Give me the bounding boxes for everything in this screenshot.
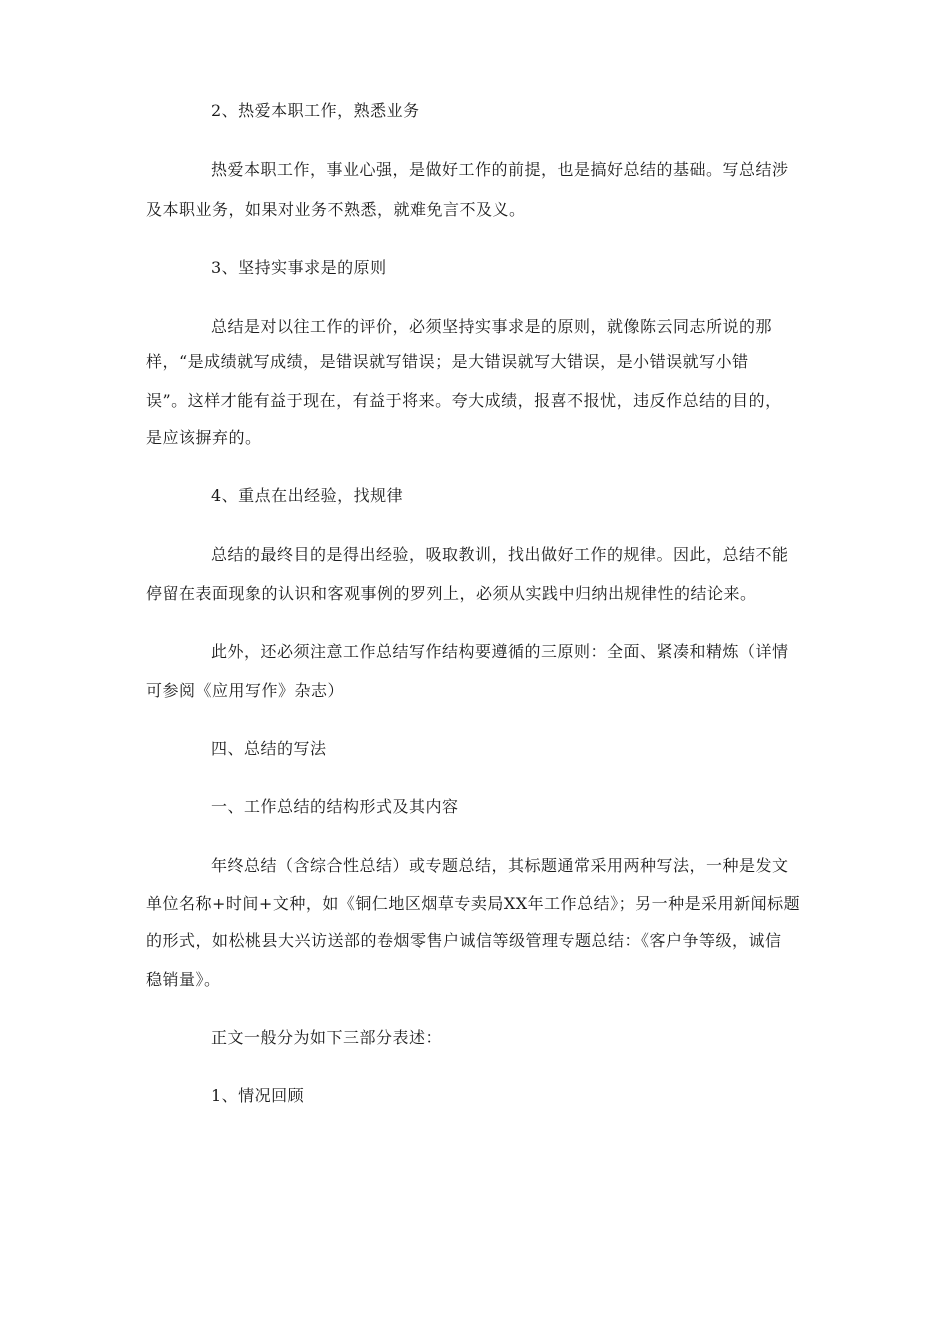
paragraph-line: 稳销量》。 [146,970,221,989]
paragraph-line: 热爱本职工作，事业心强，是做好工作的前提，也是搞好总结的基础。写总结涉 [211,160,789,179]
list-item-review: 1、情况回顾 [211,1086,305,1105]
paragraph-line: 总结是对以往工作的评价，必须坚持实事求是的原则，就像陈云同志所说的那 [211,317,773,336]
paragraph-line: 是应该摒弃的。 [146,428,262,447]
heading-love-work: 2、热爱本职工作，熟悉业务 [211,101,420,120]
section-heading-writing: 四、总结的写法 [211,739,327,758]
paragraph-line: 单位名称+时间+文种，如《铜仁地区烟草专卖局XX年工作总结》；另一种是采用新闻标题 [146,894,801,913]
heading-experience-rules: 4、重点在出经验，找规律 [211,486,404,505]
paragraph-line: 此外，还必须注意工作总结写作结构要遵循的三原则：全面、紧凑和精炼（详情 [211,642,789,661]
paragraph-line: 及本职业务，如果对业务不熟悉，就难免言不及义。 [146,200,526,219]
paragraph-line: 总结的最终目的是得出经验，吸取教训，找出做好工作的规律。因此，总结不能 [211,545,789,564]
heading-fact-principle: 3、坚持实事求是的原则 [211,258,387,277]
sub-heading-structure: 一、工作总结的结构形式及其内容 [211,797,459,816]
paragraph-line: 停留在表面现象的认识和客观事例的罗列上，必须从实践中归纳出规律性的结论来。 [146,584,757,603]
paragraph-line: 的形式，如松桃县大兴访送部的卷烟零售户诚信等级管理专题总结：《客户争等级，诚信 [146,931,782,950]
paragraph-line: 样，“是成绩就写成绩，是错误就写错误；是大错误就写大错误，是小错误就写小错 [146,352,749,371]
paragraph-line: 可参阅《应用写作》杂志） [146,681,345,700]
paragraph-line: 年终总结（含综合性总结）或专题总结，其标题通常采用两种写法，一种是发文 [211,856,789,875]
paragraph-body-intro: 正文一般分为如下三部分表述： [211,1028,443,1047]
paragraph-line: 误”。这样才能有益于现在，有益于将来。夸大成绩，报喜不报忧，违反作总结的目的， [146,391,782,410]
